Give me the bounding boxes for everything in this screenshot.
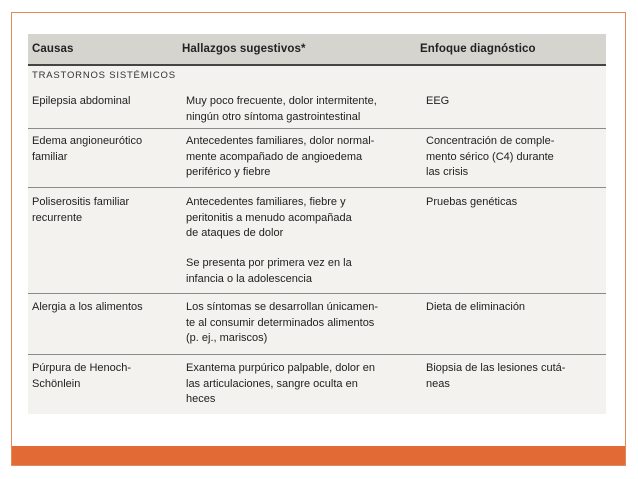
row-4-hallazgos: Los síntomas se desarrollan únicamen- te al consumir determinados alimentos (p. ej., mariscos) [186, 301, 378, 344]
section-label: TRASTORNOS SISTÉMICOS [32, 70, 176, 81]
row-5-enfoque: Biopsia de las lesiones cutá- neas [426, 362, 566, 390]
header-hallazgos: Hallazgos sugestivos* [182, 43, 306, 55]
row-1-causa: Epilepsia abdominal [32, 95, 131, 107]
row-1-hallazgos: Muy poco frecuente, dolor intermitente, ningún otro síntoma gastrointestinal [186, 95, 377, 123]
table-header [28, 34, 606, 65]
row-separator [28, 187, 606, 188]
row-separator [28, 354, 606, 355]
row-2-enfoque: Concentración de comple- mento sérico (C4) durante las crisis [426, 135, 555, 178]
row-2-causa: Edema angioneurótico familiar [32, 135, 143, 163]
row-4-enfoque: Dieta de eliminación [426, 301, 526, 313]
row-5-causa: Púrpura de Henoch- Schönlein [32, 362, 132, 390]
header-causas: Causas [32, 43, 74, 55]
header-rule [28, 64, 606, 66]
scanned-table [28, 34, 606, 414]
row-3-hallazgos: Antecedentes familiares, fiebre y peritonitis a menudo acompañada de ataques de dolor [186, 196, 352, 239]
row-2-hallazgos: Antecedentes familiares, dolor normal- mente acompañado de angioedema periférico y fiebre [186, 135, 375, 178]
row-1-enfoque: EEG [426, 95, 450, 107]
row-5-hallazgos: Exantema purpúrico palpable, dolor en las articulaciones, sangre oculta en heces [186, 362, 375, 405]
row-3-causa: Poliserositis familiar recurrente [32, 196, 130, 224]
row-3-enfoque: Pruebas genéticas [426, 196, 518, 208]
row-3-hallazgos-extra: Se presenta por primera vez en la infancia o la adolescencia [186, 257, 352, 285]
row-separator [28, 128, 606, 129]
accent-bar [12, 446, 625, 465]
header-enfoque: Enfoque diagnóstico [420, 43, 536, 55]
row-4-causa: Alergia a los alimentos [32, 301, 143, 313]
row-separator [28, 293, 606, 294]
